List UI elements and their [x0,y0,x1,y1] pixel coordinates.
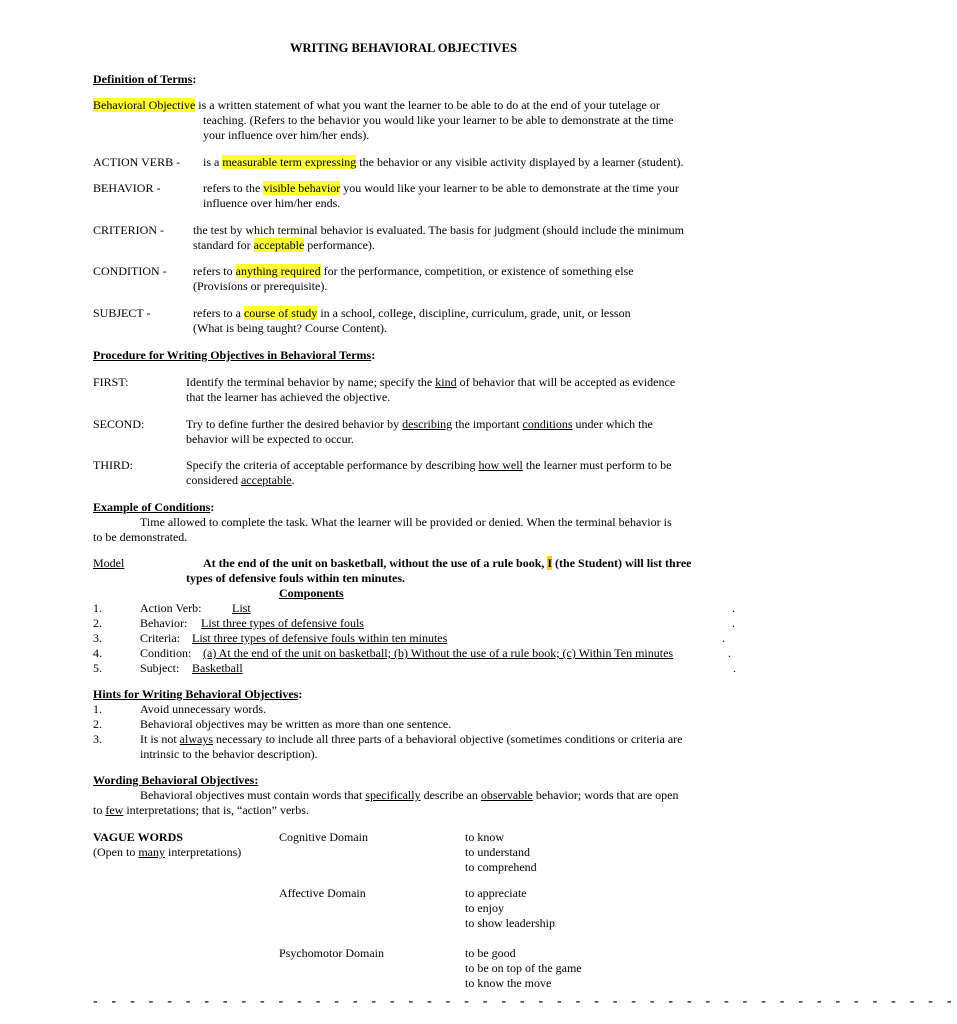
condition-def-line2: (Provisions or prerequisite). [193,279,328,293]
vague-word: to appreciate [465,886,527,900]
first-step: Identify the terminal behavior by name; specify the kind of behavior that will be accepted as evidence [186,375,676,389]
component-period: . [733,661,736,675]
component-period: . [722,631,725,645]
model-label: Model [93,556,125,570]
component-label: Action Verb: [140,601,202,615]
hints-heading: Hints for Writing Behavioral Objectives: [93,687,303,701]
criterion-def: the test by which terminal behavior is evaluated. The basis for judgment (should include the minimum [193,223,685,237]
component-label: Criteria: [140,631,180,645]
subject-def: refers to a course of study in a school, college, discipline, curriculum, grade, unit, or lesson [193,306,631,320]
example-line1: Time allowed to complete the task. What the learner will be provided or denied. When the terminal behavior is [140,515,672,529]
hint-num: 1. [93,702,102,716]
subject-def-line2: (What is being taught? Course Content). [193,321,387,335]
component-period: . [732,601,735,615]
wording-line2: to few interpretations; that is, “action” verbs. [93,803,309,817]
component-value: (a) At the end of the unit on basketball; (b) Without the use of a rule book; (c) Within Ten minutes [203,646,674,660]
vague-word: to be on top of the game [465,961,582,975]
behavioral-objective-line2: teaching. (Refers to the behavior you would like your learner to be able to demonstrate at the time [203,113,674,127]
psychomotor-domain-label: Psychomotor Domain [279,946,384,960]
component-period: . [732,616,735,630]
third-label: THIRD: [93,458,133,472]
second-step: Try to define further the desired behavior by describing the important conditions under which the [186,417,653,431]
behavior-def-line2: influence over him/her ends. [203,196,341,210]
component-label: Subject: [140,661,180,675]
affective-domain-label: Affective Domain [279,886,366,900]
wording-heading: Wording Behavioral Objectives: [93,773,259,787]
definitions-heading: Definition of Terms: [93,72,197,86]
vague-words-subheading: (Open to many interpretations) [93,845,242,859]
second-step-line2: behavior will be expected to occur. [186,432,354,446]
wording-line1: Behavioral objectives must contain words that specifically describe an observable behavior; words that are open [140,788,679,802]
component-value: Basketball [192,661,243,675]
procedure-heading: Procedure for Writing Objectives in Behavioral Terms: [93,348,376,362]
hint-num: 2. [93,717,102,731]
hint-text: It is not always necessary to include all three parts of a behavioral objective (sometimes conditions or criteria are [140,732,683,746]
first-step-line2: that the learner has achieved the objective. [186,390,391,404]
behavior-label: BEHAVIOR - [93,181,161,195]
criterion-def-line2: standard for acceptable performance). [193,238,375,252]
component-value: List three types of defensive fouls within ten minutes [192,631,448,645]
criterion-label: CRITERION - [93,223,164,237]
vague-word: to comprehend [465,860,537,874]
vague-word: to show leadership [465,916,555,930]
component-num: 5. [93,661,102,675]
behavioral-objective-def: Behavioral Objective is a written statement of what you want the learner to be able to do at the end of your tutelage or [93,98,660,112]
model-statement-line2: types of defensive fouls within ten minutes. [186,571,406,585]
component-num: 3. [93,631,102,645]
component-value: List three types of defensive fouls [201,616,364,630]
vague-word: to enjoy [465,901,504,915]
model-statement: At the end of the unit on basketball, without the use of a rule book, I (the Student) will list three [203,556,692,570]
page-title: WRITING BEHAVIORAL OBJECTIVES [290,41,517,55]
hint-text-line2: intrinsic to the behavior description). [140,747,318,761]
component-label: Condition: [140,646,192,660]
cognitive-domain-label: Cognitive Domain [279,830,368,844]
component-period: . [728,646,731,660]
third-step: Specify the criteria of acceptable performance by describing how well the learner must perform to be [186,458,672,472]
condition-label: CONDITION - [93,264,167,278]
component-num: 1. [93,601,102,615]
first-label: FIRST: [93,375,129,389]
second-label: SECOND: [93,417,145,431]
behavioral-objective-term: Behavioral Objective [93,98,196,112]
third-step-line2: considered acceptable. [186,473,295,487]
hint-text: Behavioral objectives may be written as more than one sentence. [140,717,452,731]
vague-words-heading: VAGUE WORDS [93,830,183,844]
condition-def: refers to anything required for the performance, competition, or existence of something else [193,264,634,278]
component-label: Behavior: [140,616,188,630]
example-line2: to be demonstrated. [93,530,188,544]
behavior-def: refers to the visible behavior you would like your learner to be able to demonstrate at the time your [203,181,679,195]
example-heading: Example of Conditions: [93,500,215,514]
vague-word: to understand [465,845,530,859]
hint-text: Avoid unnecessary words. [140,702,267,716]
behavioral-objective-line3: your influence over him/her ends). [203,128,370,142]
dashed-separator: - - - - - - - - - - - - - - - - - - - - - - - - - - - - - - - - - - - - - - - - - - - - - - - [93,994,957,1009]
action-verb-def: is a measurable term expressing the behavior or any visible activity displayed by a learner (student). [203,155,684,169]
component-value: List [232,601,251,615]
components-heading: Components [279,586,344,600]
vague-word: to be good [465,946,516,960]
vague-word: to know [465,830,504,844]
hint-num: 3. [93,732,102,746]
component-num: 2. [93,616,102,630]
component-num: 4. [93,646,102,660]
subject-label: SUBJECT - [93,306,151,320]
vague-word: to know the move [465,976,552,990]
action-verb-label: ACTION VERB - [93,155,181,169]
